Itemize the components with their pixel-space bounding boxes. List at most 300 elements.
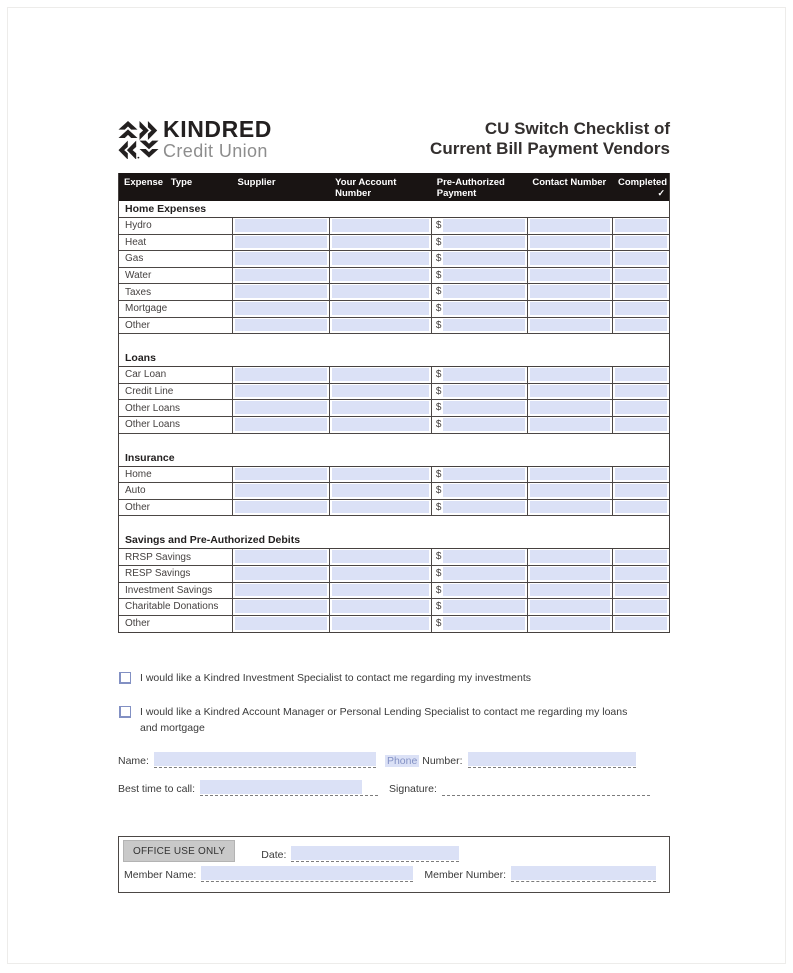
expense-type-cell (119, 616, 233, 633)
expense-type-label: Water (125, 270, 152, 282)
account-number-input-cell (330, 549, 432, 565)
account-number-input[interactable] (332, 401, 429, 414)
table-row (119, 483, 669, 500)
dollar-sign: $ (435, 551, 442, 563)
account-number-input-cell (330, 599, 432, 615)
column-header-label: Your Account Number (335, 177, 397, 200)
contact-number-input-cell (528, 268, 614, 284)
payment-cell (432, 251, 528, 267)
completed-input[interactable] (615, 368, 667, 381)
supplier-input-cell (233, 599, 331, 615)
office-use-box (118, 836, 670, 893)
account-number-input-cell (330, 483, 432, 499)
expense-type-label: Home (125, 468, 152, 480)
payment-input[interactable] (443, 368, 524, 381)
date-label: Date: (261, 849, 287, 862)
dollar-sign: $ (435, 617, 442, 629)
lending-contact-label: I would like a Kindred Account Manager or Personal Lending Specialist to contact me regarding my loans and mortgage (140, 705, 628, 734)
account-number-input-cell (330, 467, 432, 483)
contact-number-input[interactable] (530, 269, 611, 282)
payment-cell (432, 384, 528, 400)
account-number-input[interactable] (332, 236, 429, 249)
phone-input[interactable] (468, 752, 636, 768)
table-body (119, 201, 669, 632)
supplier-input[interactable] (235, 285, 328, 298)
completed-input[interactable] (615, 285, 667, 298)
office-row-date (123, 840, 665, 862)
signature-label: Signature: (389, 783, 437, 796)
supplier-input[interactable] (235, 484, 328, 497)
account-number-input-cell (330, 400, 432, 416)
account-number-input[interactable] (332, 584, 429, 597)
supplier-input[interactable] (235, 550, 328, 563)
payment-input[interactable] (443, 600, 524, 613)
payment-cell (432, 417, 528, 433)
column-header-completed (613, 173, 669, 201)
account-number-input[interactable] (332, 302, 429, 315)
contact-number-input[interactable] (530, 236, 611, 249)
dollar-sign: $ (435, 269, 442, 281)
supplier-input[interactable] (235, 319, 328, 332)
account-number-input[interactable] (332, 501, 429, 514)
expense-type-label: Charitable Donations (125, 601, 219, 613)
payment-input[interactable] (443, 617, 524, 631)
payment-input[interactable] (443, 484, 524, 497)
section-title-label: Loans (125, 352, 156, 365)
payment-input[interactable] (443, 285, 524, 298)
completed-input-cell (613, 235, 669, 251)
expense-type-cell (119, 284, 233, 300)
payment-cell (432, 467, 528, 483)
phone-label (385, 755, 463, 768)
phone-label-rest: Number: (422, 755, 463, 768)
expense-type-label: Other (125, 618, 151, 630)
completed-input[interactable] (615, 219, 667, 232)
lending-contact-row (118, 704, 670, 737)
expense-type-cell (119, 367, 233, 383)
dollar-sign: $ (435, 501, 442, 513)
kindred-arrows-icon (118, 121, 159, 159)
section-title (119, 350, 669, 367)
completed-input[interactable] (615, 617, 667, 631)
account-number-input-cell (330, 500, 432, 516)
column-header-expense-type (119, 173, 233, 201)
dollar-sign: $ (435, 236, 442, 248)
supplier-input[interactable] (235, 385, 328, 398)
section-title (119, 201, 669, 218)
dollar-sign: $ (435, 220, 442, 231)
column-header-label: Supplier (237, 177, 276, 188)
payment-input[interactable] (443, 319, 524, 332)
payment-input[interactable] (443, 269, 524, 282)
account-number-input[interactable] (332, 319, 429, 332)
expense-type-cell (119, 218, 233, 234)
supplier-input[interactable] (235, 236, 328, 249)
account-number-input[interactable] (332, 252, 429, 265)
contact-number-input-cell (528, 400, 614, 416)
table-row (119, 235, 669, 252)
supplier-input[interactable] (235, 501, 328, 514)
expense-type-cell (119, 566, 233, 582)
account-number-input[interactable] (332, 219, 429, 232)
table-row (119, 400, 669, 417)
account-number-input-cell (330, 616, 432, 633)
supplier-input[interactable] (235, 468, 328, 481)
page-header (118, 0, 670, 164)
supplier-input-cell (233, 367, 331, 383)
payment-cell (432, 549, 528, 565)
contact-number-input-cell (528, 500, 614, 516)
table-row (119, 218, 669, 235)
completed-input[interactable] (615, 252, 667, 265)
completed-input[interactable] (615, 550, 667, 563)
contact-number-input[interactable] (530, 319, 611, 332)
supplier-input[interactable] (235, 252, 328, 265)
page-title-line1: CU Switch Checklist of (484, 119, 670, 138)
supplier-input-cell (233, 566, 331, 582)
contact-number-input-cell (528, 417, 614, 433)
dollar-sign: $ (435, 369, 442, 381)
contact-number-input[interactable] (530, 285, 611, 298)
logo-text (163, 118, 272, 160)
section-gap (119, 516, 669, 532)
column-header-label: Expense Type (124, 177, 193, 188)
payment-input[interactable] (443, 550, 524, 563)
account-number-input[interactable] (332, 269, 429, 282)
contact-number-input-cell (528, 218, 614, 234)
signature-input[interactable] (442, 780, 650, 796)
contact-number-input[interactable] (530, 567, 611, 580)
completed-input[interactable] (615, 401, 667, 414)
date-input-fill[interactable] (291, 846, 459, 860)
completed-input-cell (613, 566, 669, 582)
expense-type-cell (119, 599, 233, 615)
page-title (430, 119, 670, 160)
payment-input[interactable] (443, 219, 524, 232)
expense-type-label: RESP Savings (125, 568, 191, 580)
investment-contact-checkbox[interactable] (119, 672, 131, 684)
account-number-input-cell (330, 268, 432, 284)
payment-input[interactable] (443, 584, 524, 597)
payment-cell (432, 599, 528, 615)
expense-type-label: Other Loans (125, 419, 181, 431)
contact-number-input-cell (528, 367, 614, 383)
dollar-sign: $ (435, 601, 442, 613)
supplier-input-cell (233, 268, 331, 284)
table-row (119, 467, 669, 484)
completed-input-cell (613, 384, 669, 400)
completed-input-cell (613, 616, 669, 633)
payment-cell (432, 284, 528, 300)
completed-input-cell (613, 301, 669, 317)
section-title-label: Insurance (125, 451, 175, 464)
completed-input[interactable] (615, 501, 667, 514)
expense-type-cell (119, 384, 233, 400)
account-number-input[interactable] (332, 285, 429, 298)
table-row (119, 367, 669, 384)
payment-input[interactable] (443, 567, 524, 580)
completed-input-cell (613, 483, 669, 499)
supplier-input-cell (233, 417, 331, 433)
expense-type-label: Mortgage (125, 303, 168, 315)
dollar-sign: $ (435, 485, 442, 497)
table-row (119, 583, 669, 600)
completed-input-cell (613, 251, 669, 267)
payment-cell (432, 483, 528, 499)
dollar-sign: $ (435, 253, 442, 265)
payment-input[interactable] (443, 302, 524, 315)
best-time-input[interactable] (200, 780, 378, 796)
completed-input[interactable] (615, 236, 667, 249)
expense-type-cell (119, 268, 233, 284)
office-row-member (123, 866, 665, 882)
name-label: Name: (118, 755, 149, 768)
account-number-input[interactable] (332, 418, 429, 431)
table-row (119, 500, 669, 517)
account-number-input[interactable] (332, 617, 429, 631)
completed-input-cell (613, 400, 669, 416)
completed-input[interactable] (615, 484, 667, 497)
completed-input[interactable] (615, 468, 667, 481)
contact-number-input[interactable] (530, 401, 611, 414)
contact-number-input-cell (528, 318, 614, 334)
contact-number-input[interactable] (530, 600, 611, 613)
expense-type-label: Taxes (125, 286, 152, 298)
contact-number-input-cell (528, 384, 614, 400)
name-input[interactable] (154, 752, 376, 768)
supplier-input[interactable] (235, 269, 328, 282)
supplier-input[interactable] (235, 617, 328, 631)
table-row (119, 251, 669, 268)
contact-number-input-cell (528, 301, 614, 317)
checkmark-icon: ✓ (657, 188, 665, 198)
column-header-label: Contact Number (532, 177, 607, 188)
section-title (119, 450, 669, 467)
account-number-input[interactable] (332, 368, 429, 381)
account-number-input-cell (330, 367, 432, 383)
dollar-sign: $ (435, 584, 442, 596)
contact-number-input[interactable] (530, 550, 611, 563)
member-number-label: Member Number: (424, 869, 507, 882)
checklist-table (118, 173, 670, 633)
completed-input[interactable] (615, 600, 667, 613)
contact-number-input[interactable] (530, 501, 611, 514)
best-time-input-fill[interactable] (200, 780, 362, 794)
lending-contact-checkbox[interactable] (119, 706, 131, 718)
completed-input-cell (613, 599, 669, 615)
completed-input-cell (613, 318, 669, 334)
expense-type-cell (119, 549, 233, 565)
payment-cell (432, 318, 528, 334)
expense-type-label: Other (125, 319, 151, 331)
investment-contact-label: I would like a Kindred Investment Specialist to contact me regarding my investments (140, 672, 532, 685)
supplier-input-cell (233, 467, 331, 483)
expense-type-cell (119, 400, 233, 416)
payment-cell (432, 400, 528, 416)
contact-number-input-cell (528, 549, 614, 565)
account-number-input[interactable] (332, 600, 429, 613)
expense-type-label: Hydro (125, 220, 152, 232)
expense-type-cell (119, 301, 233, 317)
expense-type-cell (119, 251, 233, 267)
supplier-input[interactable] (235, 401, 328, 414)
contact-number-input[interactable] (530, 468, 611, 481)
dollar-sign: $ (435, 302, 442, 314)
completed-input[interactable] (615, 567, 667, 580)
payment-cell (432, 367, 528, 383)
supplier-input-cell (233, 301, 331, 317)
investment-contact-row (118, 670, 670, 686)
completed-input-cell (613, 367, 669, 383)
logo-name: KINDRED (163, 116, 272, 142)
table-row (119, 284, 669, 301)
completed-input[interactable] (615, 319, 667, 332)
completed-input[interactable] (615, 302, 667, 315)
dollar-sign: $ (435, 468, 442, 480)
supplier-input[interactable] (235, 567, 328, 580)
contact-number-input[interactable] (530, 617, 611, 631)
section-gap (119, 334, 669, 350)
account-number-input-cell (330, 417, 432, 433)
account-number-input[interactable] (332, 567, 429, 580)
supplier-input-cell (233, 384, 331, 400)
page-content (118, 0, 670, 893)
supplier-input[interactable] (235, 600, 328, 613)
payment-input[interactable] (443, 501, 524, 514)
supplier-input-cell (233, 616, 331, 633)
supplier-input[interactable] (235, 302, 328, 315)
supplier-input-cell (233, 235, 331, 251)
payment-input[interactable] (443, 418, 524, 431)
expense-type-label: Auto (125, 485, 146, 497)
contact-number-input-cell (528, 235, 614, 251)
expense-type-label: Gas (125, 253, 144, 265)
contact-number-input-cell (528, 284, 614, 300)
completed-input[interactable] (615, 269, 667, 282)
contact-number-input[interactable] (530, 252, 611, 265)
dollar-sign: $ (435, 286, 442, 298)
name-input-fill[interactable] (154, 752, 376, 766)
account-number-input[interactable] (332, 484, 429, 497)
name-phone-row (118, 752, 670, 768)
payment-input[interactable] (443, 236, 524, 249)
contact-number-input[interactable] (530, 418, 611, 431)
payment-input[interactable] (443, 468, 524, 481)
payment-cell (432, 301, 528, 317)
member-name-input-fill[interactable] (201, 866, 413, 880)
account-number-input-cell (330, 583, 432, 599)
payment-cell (432, 583, 528, 599)
payment-input[interactable] (443, 252, 524, 265)
payment-cell (432, 616, 528, 633)
supplier-input[interactable] (235, 219, 328, 232)
payment-cell (432, 500, 528, 516)
contact-number-input-cell (528, 251, 614, 267)
completed-input[interactable] (615, 584, 667, 597)
page-title-line2: Current Bill Payment Vendors (430, 139, 670, 159)
phone-input-fill[interactable] (468, 752, 636, 766)
payment-cell (432, 566, 528, 582)
contact-number-input[interactable] (530, 219, 611, 232)
supplier-input-cell (233, 284, 331, 300)
member-name-input[interactable] (201, 866, 413, 882)
column-header-contact-number (527, 173, 613, 201)
column-header-account-number (330, 173, 432, 201)
table-row (119, 417, 669, 434)
expense-type-label: RRSP Savings (125, 551, 191, 563)
account-number-input-cell (330, 384, 432, 400)
completed-input-cell (613, 218, 669, 234)
contact-number-input[interactable] (530, 302, 611, 315)
contact-number-input-cell (528, 566, 614, 582)
completed-input-cell (613, 467, 669, 483)
section-gap (119, 434, 669, 450)
besttime-signature-row (118, 780, 670, 796)
contact-number-input-cell (528, 599, 614, 615)
expense-type-label: Other (125, 502, 151, 514)
phone-label-overlap: Phone (386, 755, 418, 768)
contact-number-input[interactable] (530, 584, 611, 597)
contact-number-input-cell (528, 467, 614, 483)
date-input[interactable] (291, 846, 459, 862)
section-title (119, 532, 669, 549)
completed-input-cell (613, 417, 669, 433)
account-number-input[interactable] (332, 550, 429, 563)
expense-type-label: Credit Line (125, 386, 174, 398)
member-number-input-fill[interactable] (511, 866, 656, 880)
account-number-input[interactable] (332, 468, 429, 481)
expense-type-cell (119, 417, 233, 433)
contact-number-input[interactable] (530, 368, 611, 381)
dollar-sign: $ (435, 567, 442, 579)
account-number-input-cell (330, 301, 432, 317)
supplier-input-cell (233, 251, 331, 267)
supplier-input-cell (233, 400, 331, 416)
contact-number-input[interactable] (530, 385, 611, 398)
column-header-label: Completed (618, 177, 668, 188)
contact-number-input[interactable] (530, 484, 611, 497)
logo-subname: Credit Union (163, 141, 268, 161)
payment-cell (432, 235, 528, 251)
supplier-input-cell (233, 549, 331, 565)
payment-cell (432, 268, 528, 284)
expense-type-label: Heat (125, 236, 147, 248)
account-number-input-cell (330, 218, 432, 234)
table-row (119, 599, 669, 616)
member-number-input[interactable] (511, 866, 656, 882)
office-use-only-tag: OFFICE USE ONLY (123, 840, 235, 862)
account-number-input[interactable] (332, 385, 429, 398)
supplier-input[interactable] (235, 368, 328, 381)
supplier-input-cell (233, 218, 331, 234)
expense-type-cell (119, 483, 233, 499)
dollar-sign: $ (435, 319, 442, 331)
expense-type-label: Investment Savings (125, 584, 213, 596)
supplier-input[interactable] (235, 584, 328, 597)
account-number-input-cell (330, 318, 432, 334)
dollar-sign: $ (435, 418, 442, 430)
payment-cell (432, 218, 528, 234)
payment-input[interactable] (443, 385, 524, 398)
completed-input[interactable] (615, 418, 667, 431)
completed-input-cell (613, 284, 669, 300)
payment-input[interactable] (443, 401, 524, 414)
supplier-input[interactable] (235, 418, 328, 431)
expense-type-label: Car Loan (125, 369, 167, 381)
account-number-input-cell (330, 566, 432, 582)
expense-type-cell (119, 318, 233, 334)
completed-input[interactable] (615, 385, 667, 398)
